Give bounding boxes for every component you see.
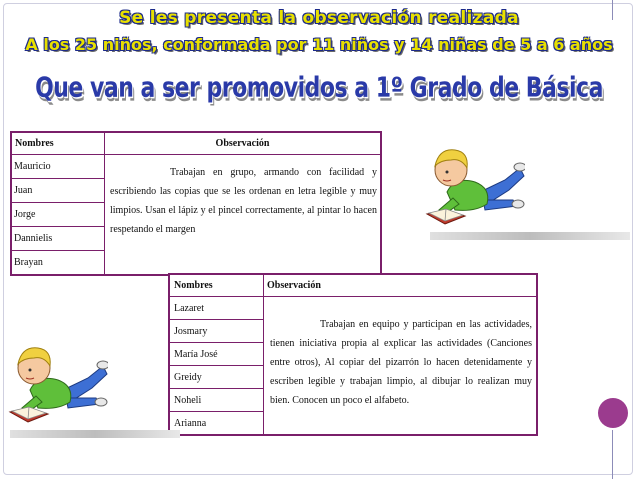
student-name: Juan xyxy=(11,179,105,203)
title-line-1: Se les presenta la observación realizada xyxy=(119,8,519,28)
header-observacion: Observación xyxy=(105,132,382,155)
observation-text: Trabajan en equipo y participan en las actividades, tienen iniciativa propia al explicar las actividades (Canciones entre otros), Al copiar del pizarrón lo hacen detenidamente y escriben legible y trabajan limpio, al dibujar lo realizan muy bien. Conocen un poco el alfabeto. xyxy=(264,297,538,436)
header-nombres: Nombres xyxy=(11,132,105,155)
table-header-row xyxy=(169,274,537,297)
student-name: Arianna xyxy=(169,412,264,436)
title-line-2: A los 25 niños, conformada por 11 niños y 14 niñas de 5 a 6 años xyxy=(25,35,613,54)
student-name: Noheli xyxy=(169,389,264,412)
boy-reading-book-icon xyxy=(8,338,108,430)
student-name: Brayan xyxy=(11,251,105,276)
decorative-line-bottom xyxy=(612,430,613,479)
student-name: Greidy xyxy=(169,366,264,389)
title-line-3: Que van a ser promovidos a 1º Grado de Básica xyxy=(35,72,603,105)
table-row xyxy=(11,155,381,179)
boy-reading-book-icon xyxy=(425,140,525,232)
observation-table-girls xyxy=(168,273,538,436)
accent-circle-icon xyxy=(598,398,628,428)
illustration-shadow xyxy=(430,232,630,240)
header-observacion: Observación xyxy=(264,274,538,297)
student-name: Lazaret xyxy=(169,297,264,320)
observation-table-boys xyxy=(10,131,382,276)
student-name: Mauricio xyxy=(11,155,105,179)
observation-text: Trabajan en grupo, armando con facilidad y escribiendo las copias que se les ordenan en letra legible y muy limpios. Usan el lápiz y el pincel correctamente, al pintar lo hacen respetando el margen xyxy=(105,155,382,276)
header-nombres: Nombres xyxy=(169,274,264,297)
student-name: María José xyxy=(169,343,264,366)
illustration-shadow xyxy=(10,430,180,438)
student-name: Josmary xyxy=(169,320,264,343)
student-name: Dannielis xyxy=(11,227,105,251)
student-name: Jorge xyxy=(11,203,105,227)
table-row xyxy=(169,297,537,320)
table-header-row xyxy=(11,132,381,155)
